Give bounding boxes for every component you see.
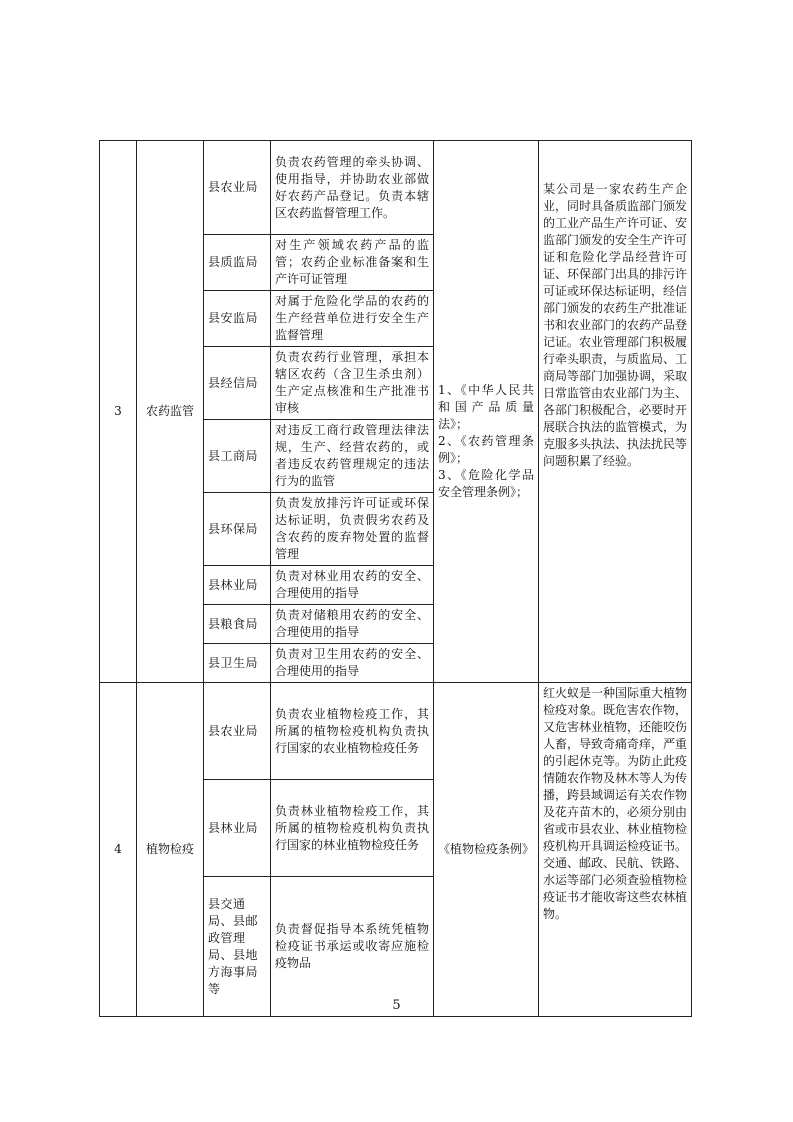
department-name: 县林业局 xyxy=(208,820,259,835)
case-cell: 红火蚁是一种国际重大植物检疫对象。既危害农作物，又危害林业植物，还能咬伤人畜，导致奇痛奇痒，严重的引起休克等。为防止此疫情随农作物及林木等人为传播，跨县域调运有关农作物及花卉苗木的，必须分别由省或市县农业、林业植物检疫机构开具调运检疫证书。交通、邮政、民航、铁路、水运等部门必须查验植物检疫证书才能收寄这些农林植物。 xyxy=(539,683,692,1017)
department-cell xyxy=(204,291,271,347)
row-number: 4 xyxy=(100,683,137,1017)
case-cell xyxy=(539,141,692,683)
department-name: 县经信局 xyxy=(208,375,259,390)
duty-cell: 负责农药行业管理，承担本辖区农药（含卫生杀虫剂）生产定点核准和生产批准书审核 xyxy=(271,347,434,420)
department-cell xyxy=(204,780,271,877)
duty-cell: 负责督促指导本系统凭植物检疫证书承运或收寄应施检疫物品 xyxy=(271,877,434,1017)
law-text: 1、《中华人民共和国产品质量法》； 2、《农药管理条例》； 3、《危险化学品安全管理条例》； xyxy=(438,383,534,499)
department-name: 县农业局 xyxy=(208,723,259,738)
duty-cell: 负责对林业用农药的安全、合理使用的指导 xyxy=(271,566,434,605)
duty-cell: 负责农业植物检疫工作，其所属的植物检疫机构负责执行国家的农业植物检疫任务 xyxy=(271,683,434,780)
duty-cell: 对违反工商行政管理法律法规，生产、经营农药的，或者违反农药管理规定的违法行为的监管 xyxy=(271,420,434,493)
department-name: 县环保局 xyxy=(208,521,259,536)
department-name: 县粮食局 xyxy=(208,616,259,631)
law-cell xyxy=(434,141,539,683)
category-cell: 农药监管 xyxy=(137,141,204,683)
department-name: 县安监局 xyxy=(208,311,259,325)
department-cell xyxy=(204,605,271,644)
department-cell xyxy=(204,347,271,420)
regulation-table xyxy=(99,140,692,1017)
department-name: 县交通局、县邮政管理局、县地方海事局等 xyxy=(208,896,259,996)
law-cell: 《植物检疫条例》 xyxy=(434,683,539,1017)
department-cell xyxy=(204,877,271,1017)
department-cell xyxy=(204,235,271,291)
department-name: 县工商局 xyxy=(208,448,259,463)
page-number: 5 xyxy=(392,998,401,1013)
department-name: 县农业局 xyxy=(208,180,259,194)
department-name: 县林业局 xyxy=(208,577,259,592)
duty-cell: 对属于危险化学品的农药的生产经营单位进行安全生产监督管理 xyxy=(271,291,434,347)
duty-cell: 负责对储粮用农药的安全、合理使用的指导 xyxy=(271,605,434,644)
duty-cell: 负责林业植物检疫工作，其所属的植物检疫机构负责执行国家的林业植物检疫任务 xyxy=(271,780,434,877)
department-name: 县质监局 xyxy=(208,255,259,269)
department-cell xyxy=(204,493,271,566)
row-number: 3 xyxy=(100,141,137,683)
department-cell xyxy=(204,644,271,683)
duty-cell: 负责农药管理的牵头协调、使用指导，并协助农业部做好农药产品登记。负责本辖区农药监督管理工作。 xyxy=(271,141,434,235)
department-cell xyxy=(204,141,271,235)
department-cell xyxy=(204,420,271,493)
case-text: 某公司是一家农药生产企业，同时具备质监部门颁发的工业产品生产许可证、安监部门颁发的安全生产许可证和危险化学品经营许可证、环保部门出具的排污许可证或环保达标证明，经信部门颁发的农药生产批准证书和农业部门的农药产品登记证。农业管理部门积极履行牵头职责，与质监局、工商局等部门加强协调，采取日常监管由农业部门为主、各部门积极配合，必要时开展联合执法的监管模式，为克服多头执法、执法扰民等问题积累了经验。 xyxy=(543,182,688,468)
duty-cell: 负责发放排污许可证或环保达标证明，负责假劣农药及含农药的废弃物处置的监督管理 xyxy=(271,493,434,566)
category-cell: 植物检疫 xyxy=(137,683,204,1017)
duty-cell: 对生产领域农药产品的监管；农药企业标准备案和生产许可证管理 xyxy=(271,235,434,291)
department-cell xyxy=(204,683,271,780)
department-cell xyxy=(204,566,271,605)
department-name: 县卫生局 xyxy=(208,655,259,670)
duty-cell: 负责对卫生用农药的安全、合理使用的指导 xyxy=(271,644,434,683)
